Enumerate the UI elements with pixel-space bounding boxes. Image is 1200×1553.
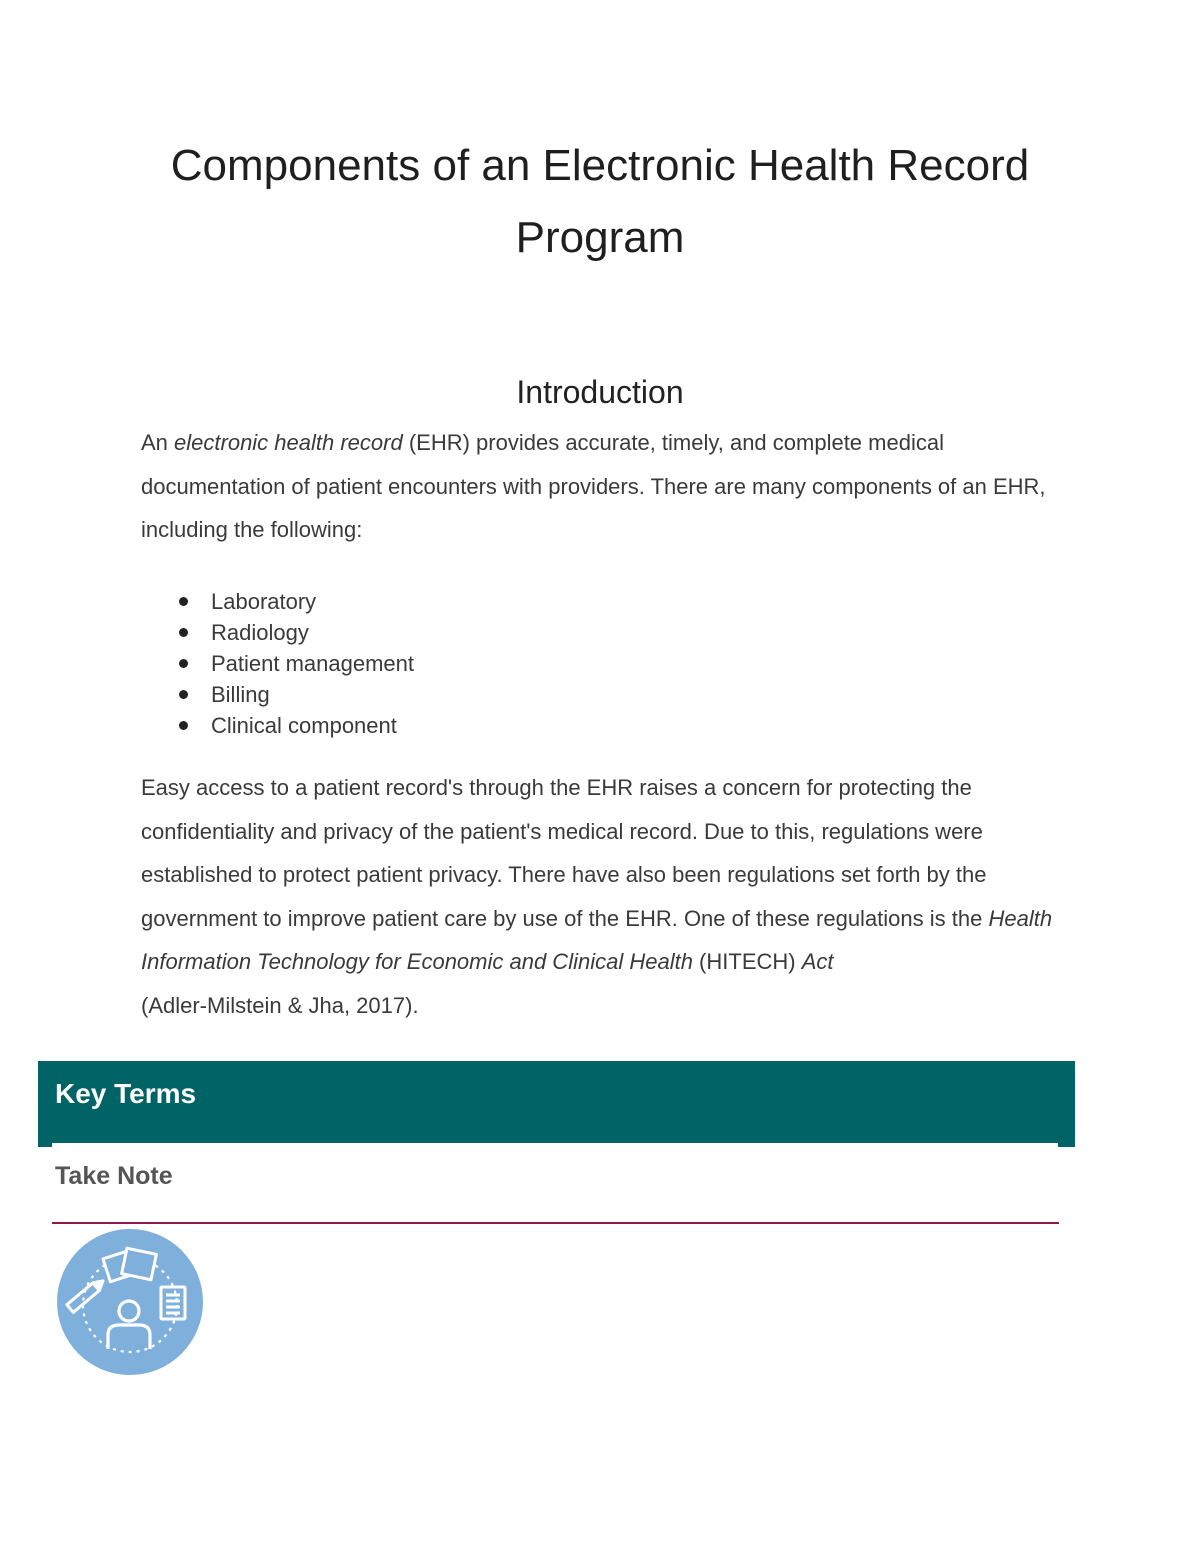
title-line-2: Program <box>515 213 685 262</box>
document-title <box>100 130 1100 274</box>
list-item-label: Billing <box>211 682 270 707</box>
bullet-icon <box>179 721 188 730</box>
hitech-act-name: Health Information Technology for Economic and Clinical Health <box>141 905 1053 974</box>
take-note-heading: Take Note <box>55 1162 173 1190</box>
bullet-icon <box>179 597 188 606</box>
key-terms-heading: Key Terms <box>55 1078 197 1109</box>
take-note-divider <box>52 1222 1059 1224</box>
privacy-start: Easy access to a patient record's through the EHR raises a concern for protecting the confidentiality and privacy of the patient's medical record. Due to this, regulations were established to protect patient privacy. There have also been regulations set forth by the government to improve patient care by use of the EHR. One of these regulations is the <box>141 775 989 931</box>
list-item <box>141 648 414 679</box>
list-item <box>141 710 414 741</box>
list-item-label: Radiology <box>211 620 309 645</box>
act-word: Act <box>801 949 834 974</box>
take-note-icon <box>55 1227 205 1377</box>
list-item-label: Clinical component <box>211 713 397 738</box>
list-item <box>141 617 414 648</box>
citation: (Adler-Milstein & Jha, 2017). <box>141 992 419 1018</box>
list-item-label: Laboratory <box>211 589 317 614</box>
hitech-abbrev: (HITECH) <box>692 949 802 974</box>
components-list <box>141 586 414 741</box>
intro-paragraph <box>141 421 1061 552</box>
key-terms-banner <box>38 1061 1075 1147</box>
title-line-1: Components of an Electronic Health Record <box>170 141 1030 190</box>
list-item <box>141 679 414 710</box>
intro-rest: (EHR) provides accurate, timely, and complete medical documentation of patient encounters with providers. There are many components of an EHR, including the following: <box>141 430 1046 542</box>
list-item <box>141 586 414 617</box>
bullet-icon <box>179 690 188 699</box>
divider <box>52 1143 1058 1147</box>
ehr-term: electronic health record <box>174 430 403 455</box>
intro-start: An <box>141 430 175 455</box>
privacy-paragraph <box>141 766 1061 1027</box>
bullet-icon <box>179 628 188 637</box>
introduction-heading: Introduction <box>516 374 684 410</box>
list-item-label: Patient management <box>211 651 415 676</box>
bullet-icon <box>179 659 188 668</box>
